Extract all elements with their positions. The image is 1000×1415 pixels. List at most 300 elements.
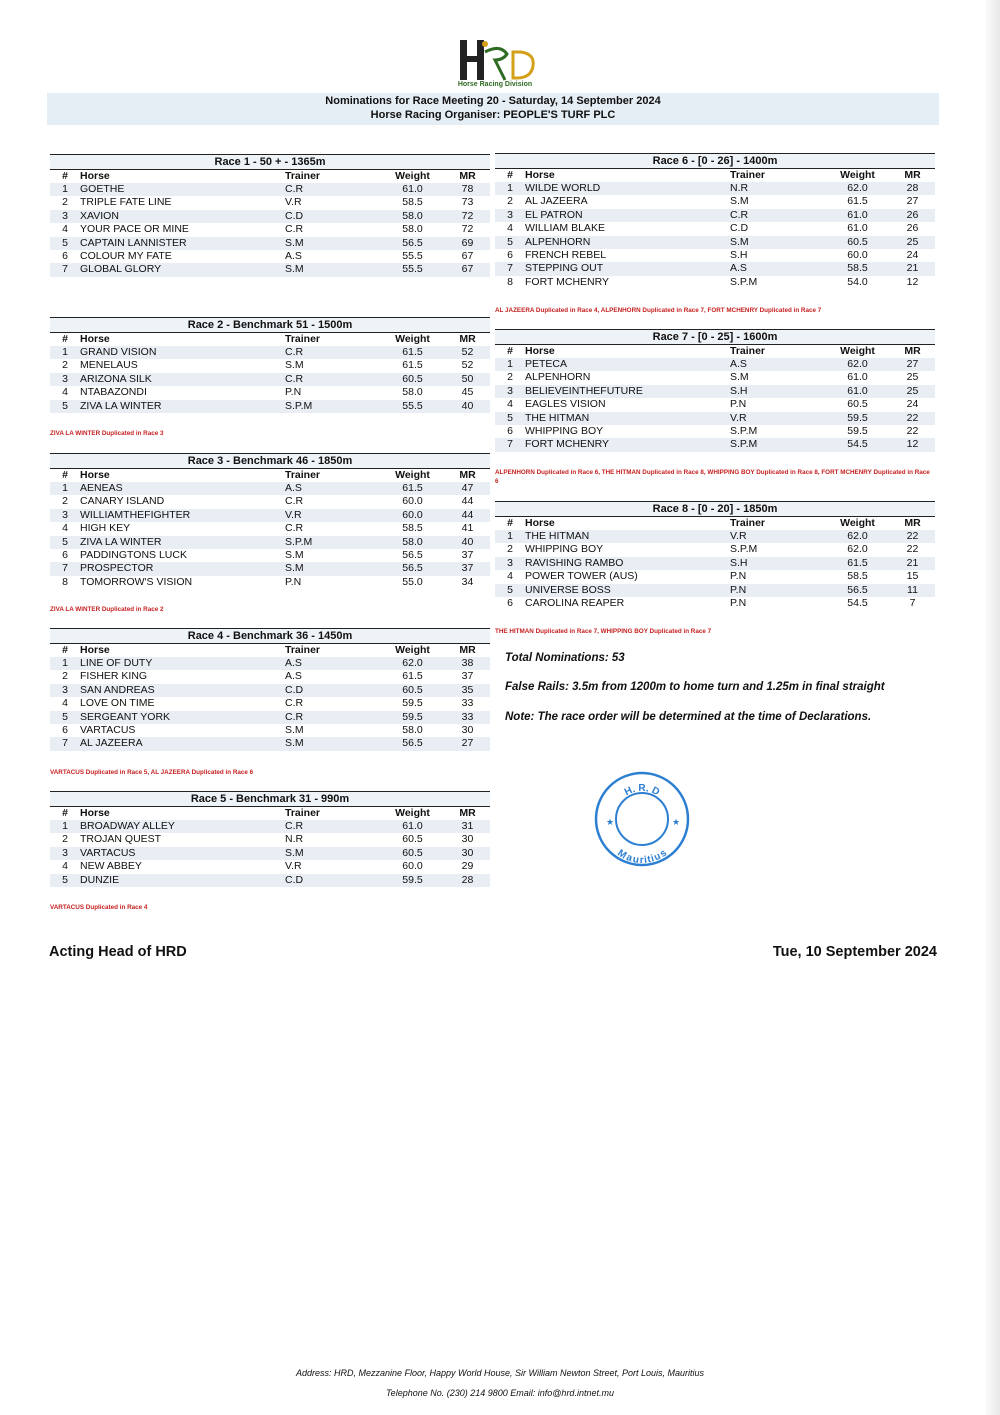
cell-horse: GOETHE: [80, 183, 285, 196]
cell-num: 3: [50, 509, 80, 522]
cell-num: 8: [495, 276, 525, 289]
cell-num: 6: [495, 249, 525, 262]
cell-mr: 33: [445, 711, 490, 724]
cell-trainer: P.N: [730, 398, 825, 411]
table-row: [495, 385, 935, 398]
cell-num: 2: [50, 196, 80, 209]
duplicate-note: VARTACUS Duplicated in Race 5, AL JAZEERA Duplicated in Race 6: [50, 769, 254, 776]
cell-num: 6: [50, 549, 80, 562]
cell-horse: ALPENHORN: [525, 371, 730, 384]
cell-num: 5: [50, 536, 80, 549]
cell-horse: GRAND VISION: [80, 346, 285, 359]
cell-horse: XAVION: [80, 210, 285, 223]
race-table: [50, 317, 490, 413]
cell-weight: 58.0: [380, 536, 445, 549]
cell-weight: 56.5: [825, 584, 890, 597]
cell-mr: 24: [890, 249, 935, 262]
header-row: [495, 345, 935, 358]
cell-horse: GLOBAL GLORY: [80, 263, 285, 276]
cell-mr: 22: [890, 412, 935, 425]
column-header-weight: Weight: [395, 469, 430, 481]
cell-horse: FORT MCHENRY: [525, 438, 730, 451]
cell-weight: 61.0: [825, 222, 890, 235]
table-row: [495, 195, 935, 208]
cell-mr: 22: [890, 530, 935, 543]
cell-trainer: S.M: [285, 847, 380, 860]
cell-num: 7: [495, 262, 525, 275]
table-row: [50, 549, 490, 562]
cell-trainer: V.R: [285, 509, 380, 522]
cell-mr: 28: [890, 182, 935, 195]
cell-horse: VARTACUS: [80, 724, 285, 737]
cell-horse: BELIEVEINTHEFUTURE: [525, 385, 730, 398]
cell-mr: 41: [445, 522, 490, 535]
cell-trainer: V.R: [730, 412, 825, 425]
cell-mr: 30: [445, 724, 490, 737]
column-header-trainer: Trainer: [730, 517, 766, 529]
cell-trainer: S.P.M: [285, 536, 380, 549]
cell-num: 3: [495, 385, 525, 398]
duplicate-note: ZIVA LA WINTER Duplicated in Race 2: [50, 606, 164, 613]
cell-mr: 45: [445, 386, 490, 399]
cell-horse: ARIZONA SILK: [80, 373, 285, 386]
cell-horse: PADDINGTONS LUCK: [80, 549, 285, 562]
cell-weight: 60.0: [825, 249, 890, 262]
cell-num: 4: [50, 223, 80, 236]
cell-mr: 52: [445, 346, 490, 359]
column-header-mr: MR: [459, 469, 476, 481]
cell-mr: 38: [445, 657, 490, 670]
column-header-weight: Weight: [840, 345, 875, 357]
cell-trainer: C.R: [285, 711, 380, 724]
cell-num: 1: [495, 182, 525, 195]
table-row: [495, 584, 935, 597]
cell-horse: LOVE ON TIME: [80, 697, 285, 710]
cell-mr: 7: [890, 597, 935, 610]
cell-num: 4: [50, 522, 80, 535]
table-row: [50, 359, 490, 372]
cell-num: 5: [495, 412, 525, 425]
cell-trainer: C.R: [285, 697, 380, 710]
cell-mr: 21: [890, 557, 935, 570]
table-row: [50, 874, 490, 887]
cell-weight: 54.0: [825, 276, 890, 289]
table-row: [50, 737, 490, 750]
cell-trainer: S.M: [285, 263, 380, 276]
cell-horse: NTABAZONDI: [80, 386, 285, 399]
table-row: [50, 210, 490, 223]
column-header-trainer: Trainer: [730, 169, 766, 181]
cell-horse: WILLIAMTHEFIGHTER: [80, 509, 285, 522]
cell-trainer: S.P.M: [730, 425, 825, 438]
svg-text:H. R. D: [623, 783, 661, 798]
cell-weight: 59.5: [380, 874, 445, 887]
cell-mr: 52: [445, 359, 490, 372]
table-row: [495, 371, 935, 384]
cell-num: 5: [50, 711, 80, 724]
cell-weight: 61.0: [825, 371, 890, 384]
page-edge: [986, 0, 1000, 1415]
cell-mr: 33: [445, 697, 490, 710]
cell-mr: 26: [890, 222, 935, 235]
race-entries-table: [495, 345, 935, 452]
cell-horse: THE HITMAN: [525, 530, 730, 543]
cell-horse: SERGEANT YORK: [80, 711, 285, 724]
cell-horse: POWER TOWER (AUS): [525, 570, 730, 583]
cell-weight: 60.5: [380, 684, 445, 697]
cell-trainer: A.S: [285, 250, 380, 263]
cell-num: 4: [495, 398, 525, 411]
cell-num: 7: [495, 438, 525, 451]
cell-trainer: C.D: [285, 874, 380, 887]
cell-horse: COLOUR MY FATE: [80, 250, 285, 263]
table-row: [50, 860, 490, 873]
cell-weight: 60.5: [825, 398, 890, 411]
column-header-num: #: [507, 345, 513, 357]
duplicate-note: ALPENHORN Duplicated in Race 6, THE HITMAN Duplicated in Race 8, WHIPPING BOY Duplicated in Race 8, FORT MCHENRY Duplicated in Race 6: [495, 469, 930, 485]
cell-num: 1: [50, 183, 80, 196]
column-header-num: #: [62, 469, 68, 481]
cell-weight: 60.0: [380, 509, 445, 522]
footer-contact: Telephone No. (230) 214 9800 Email: info@hrd.intnet.mu: [386, 1388, 614, 1398]
cell-weight: 61.5: [380, 670, 445, 683]
table-row: [50, 522, 490, 535]
signatory: Acting Head of HRD: [49, 944, 187, 960]
cell-num: 2: [50, 833, 80, 846]
column-header-trainer: Trainer: [730, 345, 766, 357]
cell-trainer: A.S: [730, 262, 825, 275]
cell-horse: EL PATRON: [525, 209, 730, 222]
cell-horse: PROSPECTOR: [80, 562, 285, 575]
cell-num: 4: [50, 860, 80, 873]
false-rails-note: False Rails: 3.5m from 1200m to home turn and 1.25m in final straight: [505, 681, 885, 693]
cell-trainer: C.D: [285, 684, 380, 697]
table-row: [50, 183, 490, 196]
cell-num: 5: [50, 874, 80, 887]
table-row: [50, 697, 490, 710]
race-title: Race 8 - [0 - 20] - 1850m: [495, 501, 935, 517]
cell-trainer: S.M: [730, 195, 825, 208]
cell-weight: 61.0: [825, 385, 890, 398]
cell-num: 4: [50, 697, 80, 710]
cell-horse: SAN ANDREAS: [80, 684, 285, 697]
cell-trainer: S.H: [730, 557, 825, 570]
cell-mr: 25: [890, 236, 935, 249]
race-table: [50, 154, 490, 277]
cell-weight: 60.0: [380, 860, 445, 873]
cell-trainer: C.R: [285, 346, 380, 359]
cell-horse: UNIVERSE BOSS: [525, 584, 730, 597]
stamp-top-text: H. R. D: [622, 783, 662, 799]
cell-mr: 40: [445, 536, 490, 549]
cell-mr: 35: [445, 684, 490, 697]
race-title: Race 4 - Benchmark 36 - 1450m: [50, 628, 490, 644]
table-row: [495, 570, 935, 583]
cell-mr: 27: [890, 358, 935, 371]
column-header-horse: Horse: [80, 469, 110, 481]
table-row: [50, 250, 490, 263]
cell-mr: 78: [445, 183, 490, 196]
cell-horse: STEPPING OUT: [525, 262, 730, 275]
duplicate-note: VARTACUS Duplicated in Race 4: [50, 904, 148, 911]
cell-weight: 62.0: [380, 657, 445, 670]
table-row: [50, 724, 490, 737]
column-header-trainer: Trainer: [285, 807, 321, 819]
column-header-trainer: Trainer: [285, 644, 321, 656]
cell-horse: WHIPPING BOY: [525, 425, 730, 438]
cell-horse: PETECA: [525, 358, 730, 371]
header-row: [495, 517, 935, 530]
table-row: [50, 263, 490, 276]
cell-trainer: P.N: [730, 597, 825, 610]
cell-num: 2: [50, 359, 80, 372]
cell-trainer: C.D: [285, 210, 380, 223]
race-table: [495, 153, 935, 289]
cell-horse: CANARY ISLAND: [80, 495, 285, 508]
cell-num: 4: [495, 222, 525, 235]
table-row: [50, 400, 490, 413]
cell-trainer: C.R: [285, 522, 380, 535]
race-title: Race 2 - Benchmark 51 - 1500m: [50, 317, 490, 333]
cell-mr: 12: [890, 438, 935, 451]
cell-num: 7: [50, 263, 80, 276]
cell-weight: 60.5: [380, 833, 445, 846]
cell-weight: 59.5: [825, 412, 890, 425]
cell-weight: 59.5: [380, 697, 445, 710]
cell-weight: 56.5: [380, 737, 445, 750]
cell-horse: TROJAN QUEST: [80, 833, 285, 846]
race-entries-table: [50, 807, 490, 887]
cell-mr: 22: [890, 425, 935, 438]
cell-num: 3: [50, 684, 80, 697]
header-row: [495, 169, 935, 182]
cell-mr: 40: [445, 400, 490, 413]
cell-weight: 60.5: [825, 236, 890, 249]
cell-weight: 55.0: [380, 576, 445, 589]
cell-weight: 61.5: [380, 346, 445, 359]
column-header-mr: MR: [459, 807, 476, 819]
cell-trainer: P.N: [285, 386, 380, 399]
table-row: [495, 412, 935, 425]
stamp-bottom-text: Mauritius: [615, 847, 669, 867]
total-nominations: Total Nominations: 53: [505, 652, 625, 664]
cell-weight: 58.5: [380, 522, 445, 535]
cell-horse: ALPENHORN: [525, 236, 730, 249]
cell-weight: 59.5: [825, 425, 890, 438]
race-table: [50, 453, 490, 589]
column-header-num: #: [507, 169, 513, 181]
race-table: [495, 501, 935, 610]
column-header-weight: Weight: [840, 169, 875, 181]
column-header-trainer: Trainer: [285, 333, 321, 345]
column-header-weight: Weight: [840, 517, 875, 529]
column-header-weight: Weight: [395, 807, 430, 819]
table-row: [495, 557, 935, 570]
cell-horse: TOMORROW'S VISION: [80, 576, 285, 589]
cell-num: 7: [50, 737, 80, 750]
table-row: [495, 236, 935, 249]
column-header-mr: MR: [459, 644, 476, 656]
cell-trainer: S.M: [285, 724, 380, 737]
column-header-trainer: Trainer: [285, 469, 321, 481]
cell-trainer: S.H: [730, 385, 825, 398]
cell-num: 3: [50, 847, 80, 860]
header-row: [50, 469, 490, 482]
cell-trainer: C.R: [285, 820, 380, 833]
cell-mr: 34: [445, 576, 490, 589]
cell-mr: 29: [445, 860, 490, 873]
table-row: [495, 222, 935, 235]
cell-trainer: C.D: [730, 222, 825, 235]
table-row: [50, 223, 490, 236]
cell-horse: WILDE WORLD: [525, 182, 730, 195]
column-header-horse: Horse: [525, 345, 555, 357]
table-row: [50, 482, 490, 495]
cell-weight: 61.5: [380, 482, 445, 495]
race-table: [50, 791, 490, 887]
cell-horse: FRENCH REBEL: [525, 249, 730, 262]
cell-mr: 12: [890, 276, 935, 289]
table-row: [50, 346, 490, 359]
table-row: [50, 562, 490, 575]
cell-weight: 56.5: [380, 237, 445, 250]
cell-mr: 25: [890, 371, 935, 384]
hrd-stamp: [594, 771, 690, 867]
cell-trainer: N.R: [730, 182, 825, 195]
cell-trainer: S.M: [285, 562, 380, 575]
cell-mr: 37: [445, 549, 490, 562]
column-header-horse: Horse: [80, 644, 110, 656]
cell-horse: EAGLES VISION: [525, 398, 730, 411]
cell-trainer: C.R: [285, 373, 380, 386]
column-header-mr: MR: [459, 333, 476, 345]
cell-mr: 21: [890, 262, 935, 275]
table-row: [50, 386, 490, 399]
cell-horse: YOUR PACE OR MINE: [80, 223, 285, 236]
table-row: [495, 425, 935, 438]
column-header-weight: Weight: [395, 170, 430, 182]
cell-weight: 62.0: [825, 543, 890, 556]
cell-horse: WHIPPING BOY: [525, 543, 730, 556]
cell-horse: ZIVA LA WINTER: [80, 536, 285, 549]
column-header-weight: Weight: [395, 333, 430, 345]
race-table: [50, 628, 490, 751]
cell-mr: 15: [890, 570, 935, 583]
race-entries-table: [50, 170, 490, 277]
cell-num: 1: [495, 358, 525, 371]
cell-num: 7: [50, 562, 80, 575]
cell-weight: 61.5: [825, 195, 890, 208]
cell-trainer: V.R: [285, 196, 380, 209]
cell-horse: LINE OF DUTY: [80, 657, 285, 670]
cell-weight: 56.5: [380, 549, 445, 562]
race-table: [495, 329, 935, 452]
cell-weight: 61.5: [825, 557, 890, 570]
cell-weight: 60.0: [380, 495, 445, 508]
cell-mr: 69: [445, 237, 490, 250]
race-title: Race 7 - [0 - 25] - 1600m: [495, 329, 935, 345]
cell-trainer: A.S: [285, 482, 380, 495]
svg-text:★: ★: [606, 818, 615, 828]
table-row: [50, 670, 490, 683]
column-header-weight: Weight: [395, 644, 430, 656]
cell-weight: 56.5: [380, 562, 445, 575]
table-row: [50, 657, 490, 670]
cell-trainer: A.S: [285, 657, 380, 670]
cell-mr: 73: [445, 196, 490, 209]
cell-mr: 67: [445, 263, 490, 276]
column-header-num: #: [62, 644, 68, 656]
cell-trainer: V.R: [285, 860, 380, 873]
cell-weight: 55.5: [380, 400, 445, 413]
cell-num: 2: [495, 195, 525, 208]
table-row: [495, 262, 935, 275]
cell-trainer: C.R: [285, 223, 380, 236]
table-row: [50, 684, 490, 697]
cell-trainer: A.S: [285, 670, 380, 683]
race-title: Race 5 - Benchmark 31 - 990m: [50, 791, 490, 807]
cell-trainer: S.P.M: [285, 400, 380, 413]
cell-trainer: C.R: [285, 495, 380, 508]
cell-num: 6: [50, 724, 80, 737]
cell-horse: TRIPLE FATE LINE: [80, 196, 285, 209]
race-entries-table: [50, 333, 490, 413]
logo-caption: Horse Racing Division: [457, 81, 533, 88]
cell-horse: HIGH KEY: [80, 522, 285, 535]
cell-trainer: S.M: [730, 236, 825, 249]
table-row: [495, 530, 935, 543]
column-header-num: #: [62, 333, 68, 345]
cell-weight: 62.0: [825, 530, 890, 543]
table-row: [50, 495, 490, 508]
table-row: [495, 249, 935, 262]
cell-mr: 37: [445, 670, 490, 683]
svg-text:Mauritius: [615, 847, 669, 866]
cell-mr: 11: [890, 584, 935, 597]
cell-weight: 61.0: [380, 820, 445, 833]
cell-weight: 60.5: [380, 373, 445, 386]
header-row: [50, 170, 490, 183]
header-row: [50, 333, 490, 346]
cell-trainer: S.M: [730, 371, 825, 384]
cell-horse: CAROLINA REAPER: [525, 597, 730, 610]
cell-horse: AL JAZEERA: [80, 737, 285, 750]
table-row: [50, 576, 490, 589]
cell-weight: 62.0: [825, 182, 890, 195]
table-row: [495, 276, 935, 289]
cell-num: 4: [50, 386, 80, 399]
cell-num: 3: [495, 557, 525, 570]
cell-trainer: P.N: [730, 584, 825, 597]
cell-trainer: S.M: [285, 549, 380, 562]
cell-weight: 62.0: [825, 358, 890, 371]
cell-trainer: S.P.M: [730, 276, 825, 289]
table-row: [50, 820, 490, 833]
cell-num: 5: [495, 584, 525, 597]
cell-weight: 58.0: [380, 223, 445, 236]
cell-mr: 27: [890, 195, 935, 208]
race-entries-table: [495, 517, 935, 610]
column-header-horse: Horse: [80, 333, 110, 345]
cell-horse: ZIVA LA WINTER: [80, 400, 285, 413]
column-header-mr: MR: [904, 517, 921, 529]
table-row: [50, 509, 490, 522]
column-header-num: #: [62, 170, 68, 182]
table-row: [50, 536, 490, 549]
cell-mr: 47: [445, 482, 490, 495]
table-row: [495, 209, 935, 222]
table-row: [50, 237, 490, 250]
